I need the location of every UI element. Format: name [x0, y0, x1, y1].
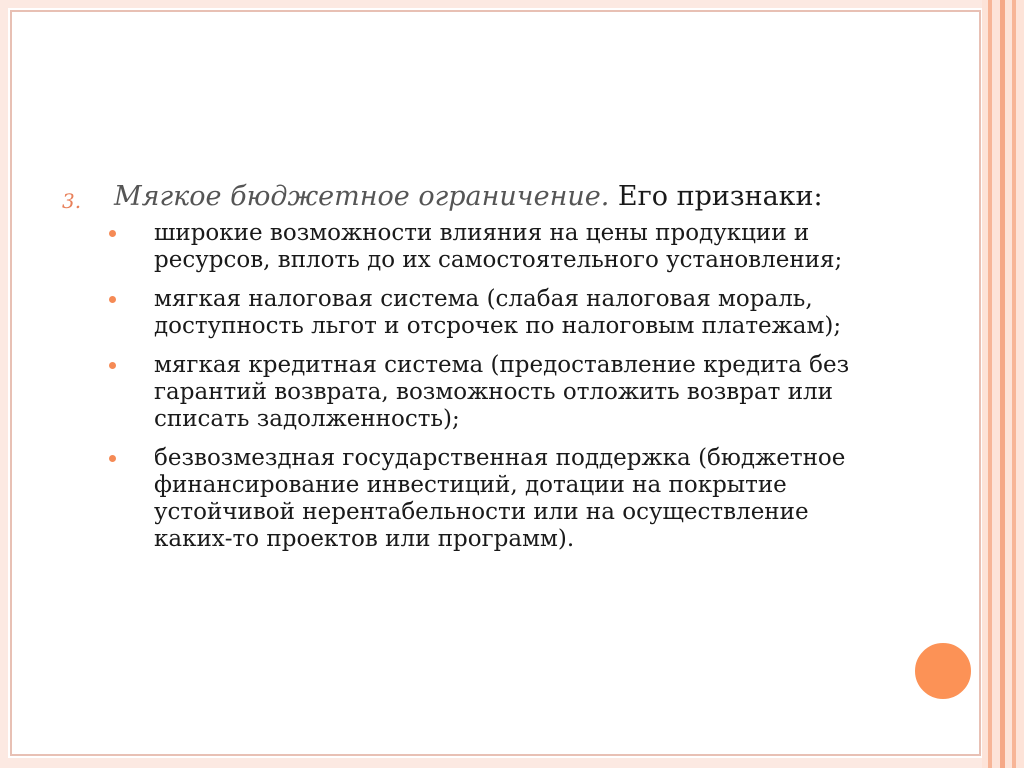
- frame-left-border: [0, 0, 8, 768]
- slide-content: [62, 180, 862, 565]
- bullet-list: [62, 220, 862, 553]
- bullet-text: мягкая налоговая система (слабая налоговая мораль, доступность льгот и отсрочек по налоговым платежам);: [154, 286, 842, 339]
- frame-top-border: [0, 0, 1024, 8]
- bullet-text: мягкая кредитная система (предоставление кредита без гарантий возврата, возможность отложить возврат или списать задолженность);: [154, 352, 850, 432]
- bullet-item: [62, 352, 862, 433]
- decorative-stripes: [982, 0, 1024, 768]
- bullet-dot-icon: [109, 455, 116, 462]
- heading-rest: Его признаки:: [609, 181, 823, 212]
- decorative-circle: [912, 640, 974, 702]
- bullet-text: широкие возможности влияния на цены продукции и ресурсов, вплоть до их самостоятельного установления;: [154, 220, 843, 273]
- bullet-text: безвозмездная государственная поддержка (бюджетное финансирование инвестиций, дотации на покрытие устойчивой нерентабельности или на осуществление каких-то проектов или программ).: [154, 445, 846, 552]
- bullet-item: [62, 286, 862, 340]
- numbered-item: [62, 180, 862, 214]
- heading-italic: Мягкое бюджетное ограничение.: [114, 181, 610, 212]
- bullet-item: [62, 445, 862, 553]
- bullet-dot-icon: [109, 296, 116, 303]
- item-number: 3.: [62, 189, 82, 213]
- frame-bottom-border: [0, 758, 1024, 768]
- bullet-dot-icon: [109, 362, 116, 369]
- bullet-item: [62, 220, 862, 274]
- bullet-dot-icon: [109, 230, 116, 237]
